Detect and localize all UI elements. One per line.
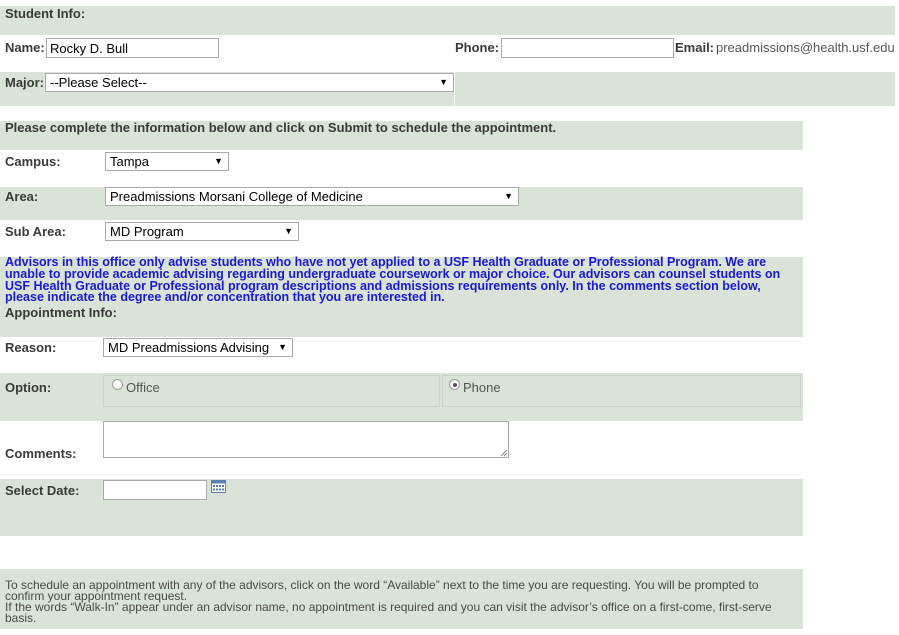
email-value: preadmissions@health.usf.edu: [716, 40, 895, 55]
appointment-info-title: Appointment Info:: [5, 305, 117, 320]
calendar-icon[interactable]: [211, 480, 226, 493]
footer-line-2: If the words “Walk-In” appear under an advisor name, no appointment is required and you can visit the advisor’s office on a first-come, first-serve basis.: [5, 600, 772, 625]
campus-label: Campus:: [5, 154, 61, 169]
sub-area-select-value: MD Program: [110, 224, 184, 239]
phone-label: Phone:: [455, 40, 500, 55]
student-info-band: [0, 6, 895, 35]
chevron-down-icon: ▼: [278, 342, 287, 352]
appointment-info-band: [0, 306, 803, 337]
date-label: Select Date:: [5, 483, 80, 498]
campus-select-value: Tampa: [110, 154, 150, 169]
comments-textarea[interactable]: [103, 421, 509, 458]
major-select[interactable]: [45, 73, 454, 92]
major-select-value: --Please Select--: [50, 75, 147, 90]
major-divider: [454, 72, 455, 106]
office-radio-label[interactable]: Office: [126, 380, 160, 395]
footer-line-1: To schedule an appointment with any of the advisors, click on the word “Available” next to the time you are requesting. You will be prompted to confirm your appointment request.: [5, 578, 759, 603]
chevron-down-icon: ▼: [504, 191, 513, 201]
chevron-down-icon: ▼: [284, 226, 293, 236]
major-label: Major:: [5, 75, 44, 90]
area-select-value: Preadmissions Morsani College of Medicine: [110, 189, 363, 204]
advising-notice: Advisors in this office only advise students who have not yet applied to a USF Health Graduate or Professional Program. We are unable to provide academic advising regarding undergraduate coursework or major choice. Our advisors can counsel students on USF Health Graduate or Professional program descriptions and admissions requirements only. In the comments section below, please indicate the degree and/or concentration that you are interested in.: [5, 255, 781, 305]
reason-select-value: MD Preadmissions Advising: [108, 340, 270, 355]
area-label: Area:: [5, 189, 39, 204]
phone-radio[interactable]: [449, 379, 460, 390]
campus-select[interactable]: [105, 152, 229, 171]
instructions-text: Please complete the information below and click on Submit to schedule the appointment.: [5, 120, 557, 135]
date-input[interactable]: [103, 480, 207, 500]
email-label: Email:: [675, 40, 715, 55]
office-radio[interactable]: [112, 379, 123, 390]
name-label: Name:: [5, 40, 45, 55]
resize-grip-icon[interactable]: [500, 449, 508, 457]
area-select[interactable]: [105, 187, 519, 206]
sub-area-label: Sub Area:: [5, 224, 66, 239]
name-input[interactable]: [46, 38, 219, 58]
phone-input[interactable]: [501, 38, 674, 58]
sub-area-select[interactable]: [105, 222, 299, 241]
reason-select[interactable]: [103, 338, 293, 357]
chevron-down-icon: ▼: [214, 156, 223, 166]
student-info-title: Student Info:: [5, 6, 86, 21]
reason-label: Reason:: [5, 340, 57, 355]
footer-text: [5, 580, 795, 624]
phone-radio-label[interactable]: Phone: [463, 380, 501, 395]
chevron-down-icon: ▼: [439, 77, 448, 87]
comments-label: Comments:: [5, 446, 77, 461]
option-label: Option:: [5, 380, 52, 395]
